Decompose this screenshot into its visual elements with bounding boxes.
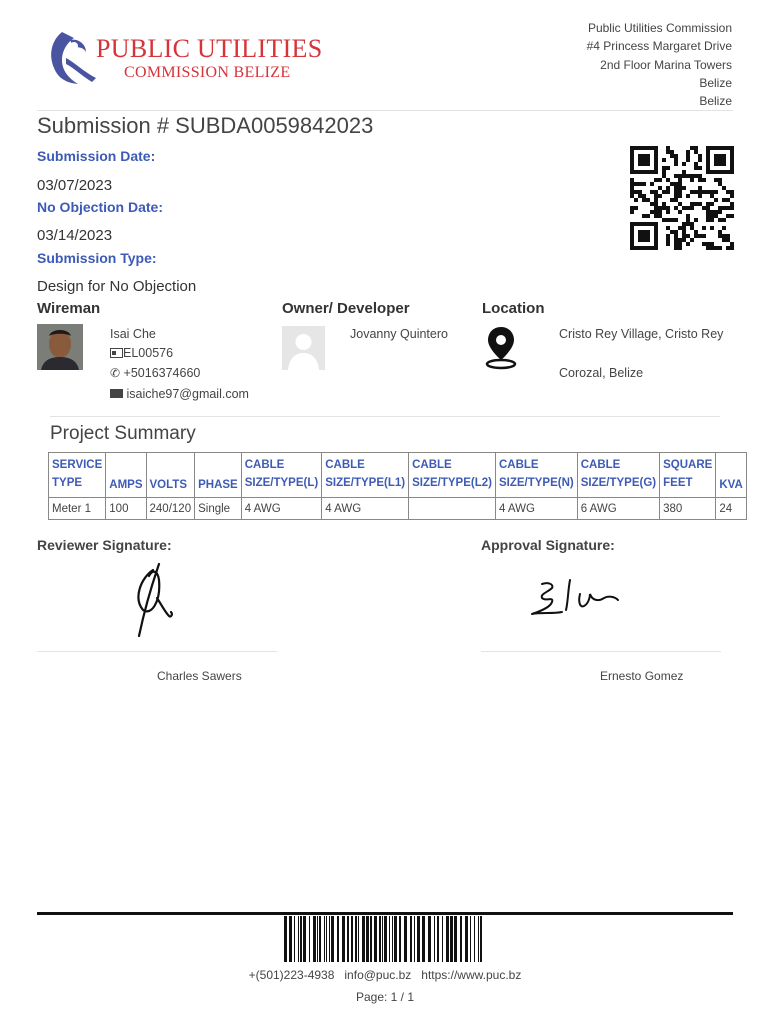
envelope-icon (110, 389, 123, 398)
no-objection-date-value: 03/14/2023 (37, 227, 113, 244)
approval-signature-label: Approval Signature: (481, 537, 615, 553)
column-header-line: CABLE (325, 459, 365, 471)
owner-photo-placeholder (282, 326, 325, 370)
table-cell: Meter 1 (49, 498, 106, 520)
footer-rule (37, 912, 733, 915)
table-cell: 380 (660, 498, 716, 520)
footer-contact: +(501)223-4938 info@puc.bz https://www.puc.bz (248, 968, 522, 982)
project-summary-title: Project Summary (50, 423, 196, 444)
column-header-line: FEET (663, 477, 693, 489)
table-cell (409, 498, 496, 520)
location-heading: Location (482, 300, 545, 317)
column-header (49, 453, 106, 498)
table-cell: 240/120 (146, 498, 195, 520)
column-header (716, 453, 746, 498)
reviewer-signature-image (125, 558, 185, 642)
logo-emblem-icon (44, 28, 98, 86)
submission-title: Submission # SUBDA0059842023 (37, 113, 374, 138)
reviewer-signature-label: Reviewer Signature: (37, 537, 172, 553)
column-header-line (198, 458, 238, 476)
wireman-heading: Wireman (37, 300, 101, 317)
no-objection-date-label: No Objection Date: (37, 199, 164, 215)
qr-code-icon (630, 146, 734, 250)
id-card-icon (110, 348, 123, 358)
location-pin-icon (482, 324, 520, 370)
table-cell: 24 (716, 498, 746, 520)
column-header-line: AMPS (109, 479, 143, 491)
column-header (577, 453, 659, 498)
column-header (195, 453, 242, 498)
column-header (241, 453, 321, 498)
column-header (495, 453, 577, 498)
approval-name: Ernesto Gomez (600, 669, 684, 683)
column-header-line: KVA (719, 479, 743, 491)
column-header-line: CABLE (412, 459, 452, 471)
column-header-line: CABLE (580, 459, 621, 471)
column-header-line (150, 458, 192, 476)
column-header-line: SQUARE (663, 459, 713, 471)
page-number: Page: 1 / 1 (355, 990, 415, 1004)
reviewer-name: Charles Sawers (157, 669, 242, 683)
column-header-line: SIZE/TYPE(N) (498, 477, 574, 489)
person-photo-icon (37, 324, 83, 370)
column-header (106, 453, 146, 498)
column-header-line: SERVICE (52, 459, 103, 471)
column-header-line: SIZE/TYPE(L) (244, 477, 319, 489)
table-row (49, 498, 747, 520)
column-header-line: SIZE/TYPE(L2) (412, 477, 492, 489)
submission-type-value: Design for No Objection (37, 278, 197, 295)
approval-signature-line (481, 651, 721, 652)
table-cell: 6 AWG (577, 498, 659, 520)
address-line: 2nd Floor Marina Towers (600, 57, 732, 72)
location-line2: Corozal, Belize (559, 366, 644, 380)
logo-title: PUBLIC UTILITIES (96, 34, 323, 63)
location-line1: Cristo Rey Village, Cristo Rey (559, 327, 724, 341)
table-cell: 4 AWG (322, 498, 409, 520)
owner-heading: Owner/ Developer (282, 300, 410, 317)
logo (44, 28, 98, 86)
table-header-row (49, 453, 747, 498)
submission-type-label: Submission Type: (37, 250, 157, 266)
column-header (146, 453, 195, 498)
address-line: Belize (699, 94, 732, 109)
barcode (284, 916, 486, 962)
reviewer-signature-line (37, 651, 277, 652)
column-header (409, 453, 496, 498)
table-cell: 100 (106, 498, 146, 520)
submission-date-value: 03/07/2023 (37, 177, 113, 194)
column-header-line: TYPE (52, 477, 83, 489)
wireman-license-row (110, 346, 173, 360)
qr-code (630, 146, 734, 250)
section-divider (50, 416, 720, 417)
column-header-line (719, 458, 742, 476)
column-header-line (109, 458, 142, 476)
column-header-line: VOLTS (149, 479, 187, 491)
header-divider (37, 110, 733, 111)
wireman-name: Isai Che (110, 327, 156, 341)
column-header (322, 453, 409, 498)
avatar-placeholder-icon (282, 326, 325, 370)
column-header-line: SIZE/TYPE(L1) (325, 477, 406, 489)
owner-name: Jovanny Quintero (350, 327, 448, 341)
table-cell: Single (195, 498, 242, 520)
column-header-line: CABLE (244, 459, 285, 471)
address-line: Public Utilities Commission (587, 21, 732, 35)
column-header (660, 453, 716, 498)
logo-subtitle: COMMISSION BELIZE (124, 64, 291, 81)
wireman-phone: +5016374660 (123, 366, 201, 380)
wireman-phone-row (110, 366, 200, 380)
address-block (587, 19, 732, 110)
barcode-icon (284, 916, 486, 962)
submission-date-label: Submission Date: (37, 148, 156, 164)
table-cell: 4 AWG (495, 498, 577, 520)
address-line: #4 Princess Margaret Drive (586, 39, 732, 54)
table-cell: 4 AWG (241, 498, 321, 520)
wireman-photo (37, 324, 83, 370)
address-line: Belize (699, 75, 732, 90)
phone-icon: ✆ (110, 366, 121, 380)
approval-signature-image (528, 576, 624, 622)
column-header-line: PHASE (198, 479, 238, 491)
column-header-line: SIZE/TYPE(G) (580, 477, 657, 489)
wireman-license: EL00576 (123, 346, 174, 360)
wireman-email-row (110, 387, 249, 401)
column-header-line: CABLE (498, 459, 539, 471)
project-summary-table (48, 452, 747, 520)
wireman-email[interactable]: isaiche97@gmail.com (126, 387, 249, 401)
